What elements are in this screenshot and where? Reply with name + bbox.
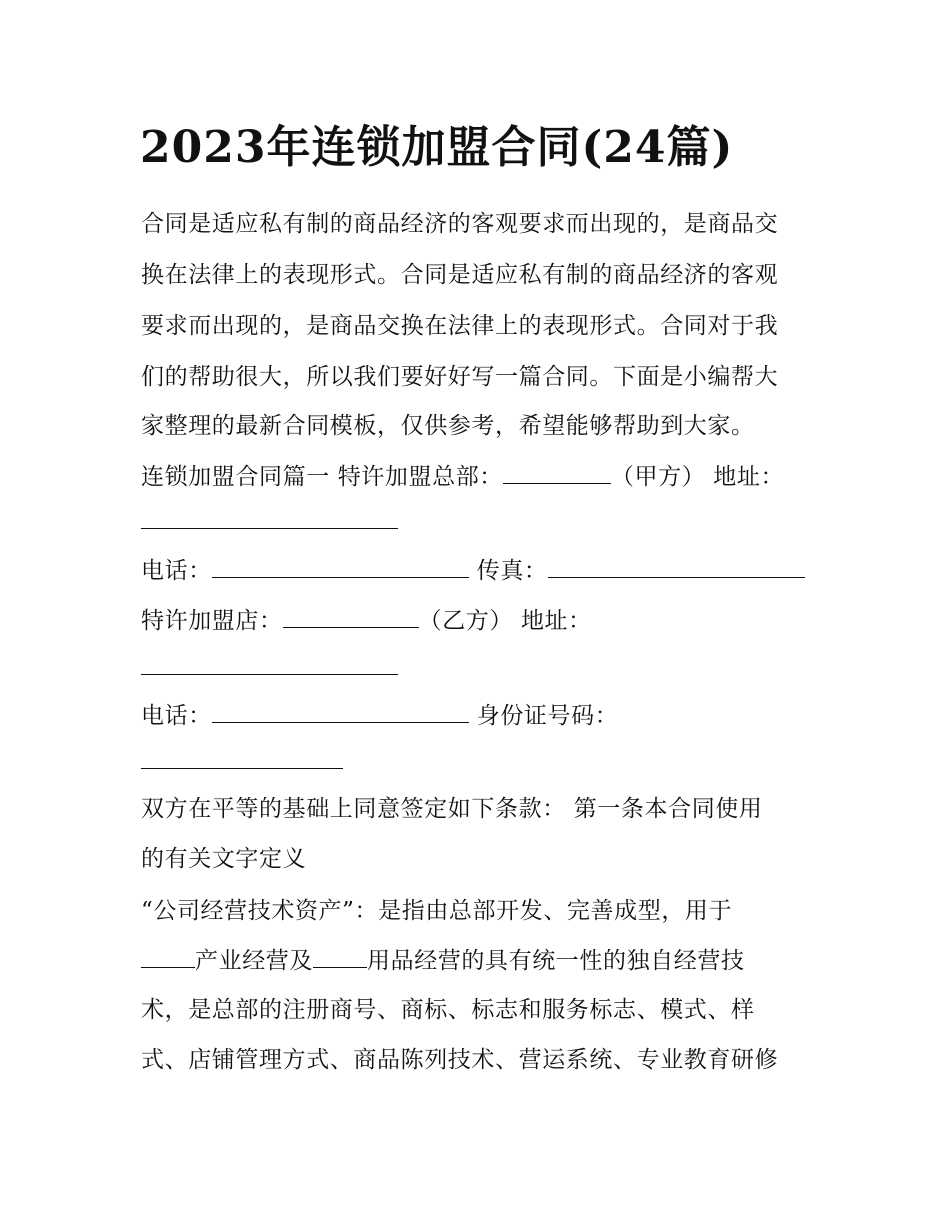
- party-b-phone-blank: [212, 700, 469, 723]
- party-b-phone-label: 电话：: [141, 703, 212, 729]
- party-a-contact-line: [141, 555, 805, 586]
- party-a-address-label: 地址：: [713, 464, 785, 490]
- party-b-contact-line: [141, 700, 618, 731]
- party-b-role: （乙方）: [418, 608, 514, 634]
- clause-line-6: 式、店铺管理方式、商品陈列技术、营运系统、专业教育研修: [141, 1047, 779, 1073]
- party-b-heading: 特许加盟店：: [141, 608, 283, 634]
- document-title: 2023年连锁加盟合同(24篇): [140, 122, 734, 173]
- party-b-address-label: 地址：: [520, 608, 592, 634]
- intro-line-2: 换在法律上的表现形式。合同是适应私有制的商品经济的客观: [141, 262, 779, 288]
- intro-line-5: 家整理的最新合同模板，仅供参考，希望能够帮助到大家。: [141, 413, 755, 439]
- product-blank: [313, 945, 367, 968]
- party-b-id-label: 身份证号码：: [476, 703, 619, 729]
- intro-line-4: 们的帮助很大，所以我们要好好写一篇合同。下面是小编帮大: [141, 364, 779, 390]
- party-b-line: [141, 605, 592, 636]
- intro-line-1: 合同是适应私有制的商品经济的客观要求而出现的，是商品交: [141, 211, 779, 237]
- party-b-name-blank: [283, 605, 419, 628]
- party-a-name-blank: [503, 461, 611, 484]
- party-a-line: [141, 461, 784, 492]
- clause-line-5: 术，是总部的注册商号、商标、标志和服务标志、模式、样: [141, 997, 755, 1023]
- party-a-role: （甲方）: [610, 464, 706, 490]
- industry-blank: [141, 945, 195, 968]
- party-a-address-blank: [141, 528, 398, 529]
- party-a-fax-blank: [548, 555, 805, 578]
- intro-line-3: 要求而出现的，是商品交换在法律上的表现形式。合同对于我: [141, 313, 779, 339]
- clause-line-2: 的有关文字定义: [141, 846, 307, 872]
- clause-line-3: “公司经营技术资产”：是指由总部开发、完善成型，用于: [141, 898, 733, 924]
- clause-line-4-part-2: 用品经营的具有统一性的独自经营技: [367, 948, 745, 974]
- party-b-address-blank: [141, 674, 398, 675]
- party-a-fax-label: 传真：: [476, 558, 548, 584]
- clause-line-1: 双方在平等的基础上同意签定如下条款： 第一条本合同使用: [141, 796, 763, 822]
- party-b-id-blank: [141, 768, 343, 769]
- party-a-phone-blank: [212, 555, 469, 578]
- party-a-heading: 连锁加盟合同篇一 特许加盟总部：: [141, 464, 503, 490]
- party-a-phone-label: 电话：: [141, 558, 212, 584]
- clause-line-4: [141, 945, 745, 976]
- clause-line-4-part-1: 产业经营及: [195, 948, 313, 974]
